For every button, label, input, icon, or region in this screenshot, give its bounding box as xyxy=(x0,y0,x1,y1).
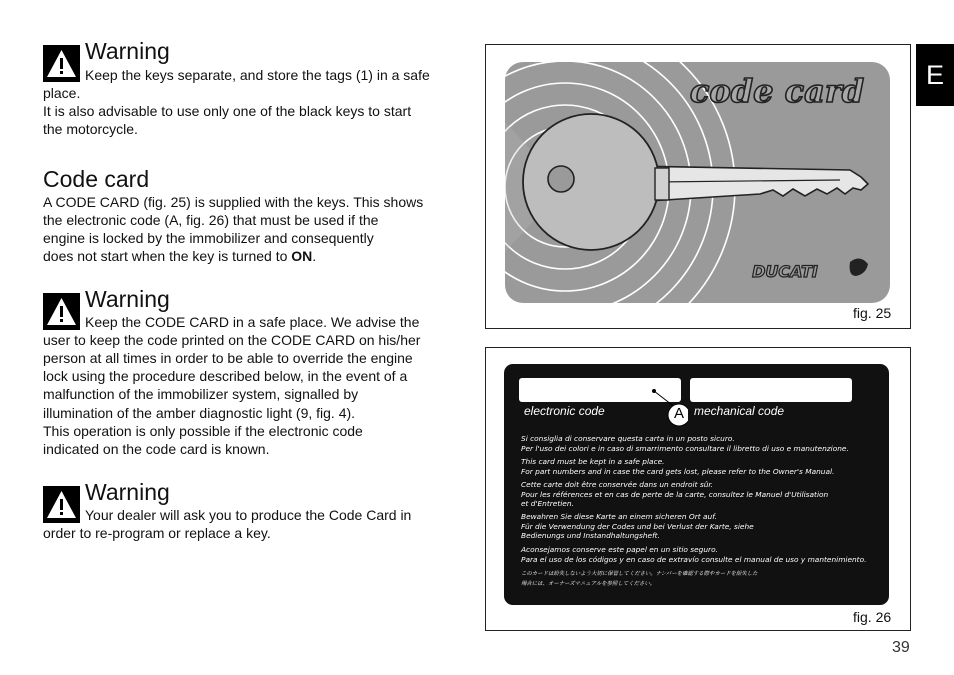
warning-text-line: place. xyxy=(43,85,81,101)
warning-text-line: indicated on the code card is known. xyxy=(43,441,270,457)
card-text-line: et d'Entretien. xyxy=(521,499,574,508)
warning-text-line: illumination of the amber diagnostic light (9, fig. 4). xyxy=(43,405,356,421)
warning-text-line: malfunction of the immobilizer system, signalled by xyxy=(43,386,359,402)
warning-triangle-icon xyxy=(43,45,80,82)
warning-title: Warning xyxy=(85,286,170,312)
body-text-line: A CODE CARD (fig. 25) is supplied with the keys. This shows xyxy=(43,194,424,210)
electronic-code-label: electronic code xyxy=(524,404,605,418)
warning-text-line: This operation is only possible if the electronic code xyxy=(43,423,363,439)
body-text-span: does not start when the key is turned to xyxy=(43,248,292,264)
body-text-span: . xyxy=(312,248,317,264)
warning-title: Warning xyxy=(85,479,170,505)
card-text-line: このカードは紛失しないよう大切に保管してください。ナンバーを確認する際やカードを紛失した xyxy=(521,571,758,577)
warning-title: Warning xyxy=(85,38,170,64)
card-text-line: Bewahren Sie diese Karte an einem sicheren Ort auf. xyxy=(521,512,718,521)
warning-text-line: user to keep the code printed on the CODE CARD on his/her xyxy=(43,332,421,348)
callout-label: A xyxy=(673,405,684,422)
card-text-line: This card must be kept in a safe place. xyxy=(521,457,665,466)
page-number: 39 xyxy=(892,639,910,656)
card-text-line: Pour les références et en cas de perte de la carte, consultez le Manuel d'Utilisation xyxy=(521,490,829,499)
warning-text-line: order to re-program or replace a key. xyxy=(43,525,271,541)
warning-text-line: the motorcycle. xyxy=(43,121,138,137)
card-text-line: Cette carte doit être conservée dans un endroit sûr. xyxy=(521,480,714,489)
card-text-line: Per l'uso dei colori e in caso di smarrimento consultare il libretto di uso e manutenzione. xyxy=(521,444,849,453)
warning-triangle-icon xyxy=(43,486,80,523)
warning-text-line: Keep the keys separate, and store the tags (1) in a safe xyxy=(85,67,430,83)
figure-caption: fig. 26 xyxy=(853,609,892,625)
warning-text-line: lock using the procedure described below, in the event of a xyxy=(43,368,408,384)
card-text-line: Para el uso de los códigos y en caso de extravío consulte el manual de uso y mantenimiento. xyxy=(521,555,867,564)
card-text-line: Für die Verwendung der Codes und bei Verlust der Karte, siehe xyxy=(521,522,754,531)
warning-triangle-icon xyxy=(43,293,80,330)
brand-logo-text: DUCATI xyxy=(752,262,818,281)
warning-text-line: Your dealer will ask you to produce the Code Card in xyxy=(85,507,412,523)
card-text-line: Si consiglia di conservare questa carta in un posto sicuro. xyxy=(521,434,735,443)
code-card-illustration xyxy=(505,62,890,303)
mechanical-code-label: mechanical code xyxy=(694,404,785,418)
section-title: Code card xyxy=(43,166,150,192)
figure-caption: fig. 25 xyxy=(853,305,892,321)
body-text-line: the electronic code (A, fig. 26) that must be used if the xyxy=(43,212,379,228)
card-text-line: Aconsejamos conserve este papel en un sitio seguro. xyxy=(521,545,718,554)
body-text-line xyxy=(43,247,316,265)
language-tab: E xyxy=(916,44,954,106)
warning-text-line: It is also advisable to use only one of the black keys to start xyxy=(43,103,412,119)
warning-text-line: Keep the CODE CARD in a safe place. We advise the xyxy=(85,314,420,330)
bold-on-text: ON xyxy=(291,248,313,264)
warning-text-line: person at all times in order to be able to override the engine xyxy=(43,350,413,366)
body-text-line: engine is locked by the immobilizer and consequently xyxy=(43,230,374,246)
card-text-line: For part numbers and in case the card gets lost, please refer to the Owner's Manual. xyxy=(521,467,835,476)
card-title-text: code card xyxy=(689,72,865,110)
card-text-line: 場合には、オーナーズマニュアルを参照してください。 xyxy=(521,581,656,587)
card-text-line: Bedienungs und Instandhaltungsheft. xyxy=(521,531,660,540)
mechanical-code-box xyxy=(690,378,852,402)
